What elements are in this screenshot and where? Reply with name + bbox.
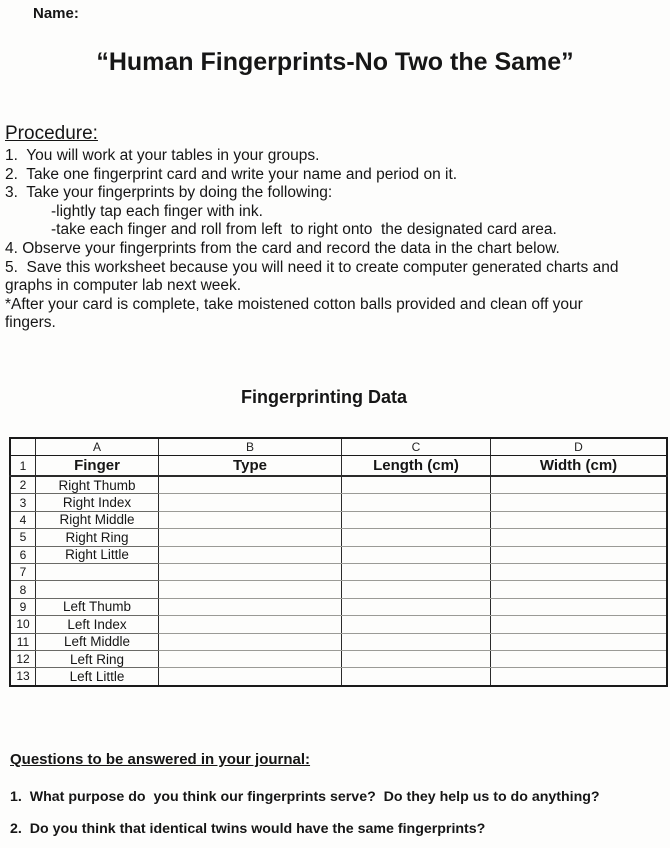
question-1: 1. What purpose do you think our fingerprints serve? Do they help us to do anything? (10, 789, 600, 805)
length-cell (342, 633, 491, 650)
type-cell (159, 511, 342, 528)
table-row (10, 598, 667, 615)
table-row (10, 563, 667, 580)
table-row (10, 494, 667, 511)
length-cell (342, 494, 491, 511)
row-number: 12 (10, 650, 36, 667)
row-number: 5 (10, 529, 36, 546)
finger-cell: Left Little (36, 668, 159, 686)
table-body (10, 476, 667, 686)
procedure-line: -lightly tap each finger with ink. (51, 202, 263, 220)
procedure-line: *After your card is complete, take moistened cotton balls provided and clean off your (5, 295, 583, 313)
column-letter-a: A (36, 438, 159, 456)
name-label: Name: (33, 5, 79, 22)
length-cell (342, 581, 491, 598)
finger-cell: Right Index (36, 494, 159, 511)
finger-cell: Right Little (36, 546, 159, 563)
column-letter-c: C (342, 438, 491, 456)
row-number: 9 (10, 598, 36, 615)
finger-cell: Left Thumb (36, 598, 159, 615)
width-cell (491, 668, 668, 686)
type-cell (159, 581, 342, 598)
table-row (10, 546, 667, 563)
length-cell (342, 476, 491, 494)
length-cell (342, 546, 491, 563)
finger-cell: Right Thumb (36, 476, 159, 494)
table-row (10, 668, 667, 686)
type-cell (159, 529, 342, 546)
type-cell (159, 633, 342, 650)
width-cell (491, 511, 668, 528)
table-row (10, 581, 667, 598)
width-cell (491, 529, 668, 546)
length-cell (342, 668, 491, 686)
width-cell (491, 581, 668, 598)
table-header-row (10, 456, 667, 477)
page-title: “Human Fingerprints-No Two the Same” (96, 48, 574, 76)
length-cell (342, 511, 491, 528)
width-cell (491, 563, 668, 580)
row-number: 6 (10, 546, 36, 563)
length-cell (342, 650, 491, 667)
length-cell (342, 598, 491, 615)
row-number: 3 (10, 494, 36, 511)
finger-cell: Left Ring (36, 650, 159, 667)
table-row (10, 529, 667, 546)
finger-cell: Left Index (36, 616, 159, 633)
type-cell (159, 546, 342, 563)
finger-cell: Left Middle (36, 633, 159, 650)
procedure-line: 2. Take one fingerprint card and write your name and period on it. (5, 165, 458, 183)
finger-cell: Right Ring (36, 529, 159, 546)
row-number: 2 (10, 476, 36, 494)
type-cell (159, 494, 342, 511)
width-cell (491, 494, 668, 511)
header-finger: Finger (36, 456, 159, 477)
procedure-line: -take each finger and roll from left to right onto the designated card area. (51, 221, 557, 239)
corner-cell (10, 438, 36, 456)
header-width: Width (cm) (491, 456, 668, 477)
questions-section (10, 751, 668, 838)
fingerprint-data-table (9, 437, 668, 687)
row-number: 10 (10, 616, 36, 633)
procedure-line: fingers. (5, 314, 56, 332)
width-cell (491, 633, 668, 650)
header-length: Length (cm) (342, 456, 491, 477)
width-cell (491, 650, 668, 667)
procedure-heading: Procedure: (5, 123, 98, 144)
procedure-line: 1. You will work at your tables in your groups. (5, 147, 320, 164)
width-cell (491, 598, 668, 615)
procedure-line: 3. Take your fingerprints by doing the following: (5, 184, 333, 202)
width-cell (491, 616, 668, 633)
row-number: 7 (10, 563, 36, 580)
question-2: 2. Do you think that identical twins would have the same fingerprints? (10, 821, 486, 837)
row-number: 11 (10, 633, 36, 650)
procedure-line: graphs in computer lab next week. (5, 277, 242, 295)
table-row (10, 633, 667, 650)
type-cell (159, 598, 342, 615)
type-cell (159, 650, 342, 667)
finger-cell (36, 581, 159, 598)
length-cell (342, 563, 491, 580)
type-cell (159, 563, 342, 580)
column-letter-b: B (159, 438, 342, 456)
column-letter-row (10, 438, 667, 456)
table-row (10, 511, 667, 528)
length-cell (342, 529, 491, 546)
length-cell (342, 616, 491, 633)
column-letter-d: D (491, 438, 668, 456)
table-row (10, 616, 667, 633)
procedure-lines (5, 147, 663, 333)
row-number: 4 (10, 511, 36, 528)
procedure-section (5, 122, 663, 333)
row-number: 8 (10, 581, 36, 598)
questions-heading: Questions to be answered in your journal: (10, 751, 311, 768)
table-title: Fingerprinting Data (241, 387, 407, 407)
width-cell (491, 476, 668, 494)
row-number: 1 (10, 456, 36, 477)
type-cell (159, 616, 342, 633)
width-cell (491, 546, 668, 563)
table-row (10, 650, 667, 667)
finger-cell (36, 563, 159, 580)
type-cell (159, 668, 342, 686)
procedure-line: 5. Save this worksheet because you will need it to create computer generated charts and (5, 258, 619, 276)
procedure-line: 4. Observe your fingerprints from the card and record the data in the chart below. (5, 239, 560, 257)
finger-cell: Right Middle (36, 511, 159, 528)
table-row (10, 476, 667, 494)
row-number: 13 (10, 668, 36, 686)
header-type: Type (159, 456, 342, 477)
type-cell (159, 476, 342, 494)
